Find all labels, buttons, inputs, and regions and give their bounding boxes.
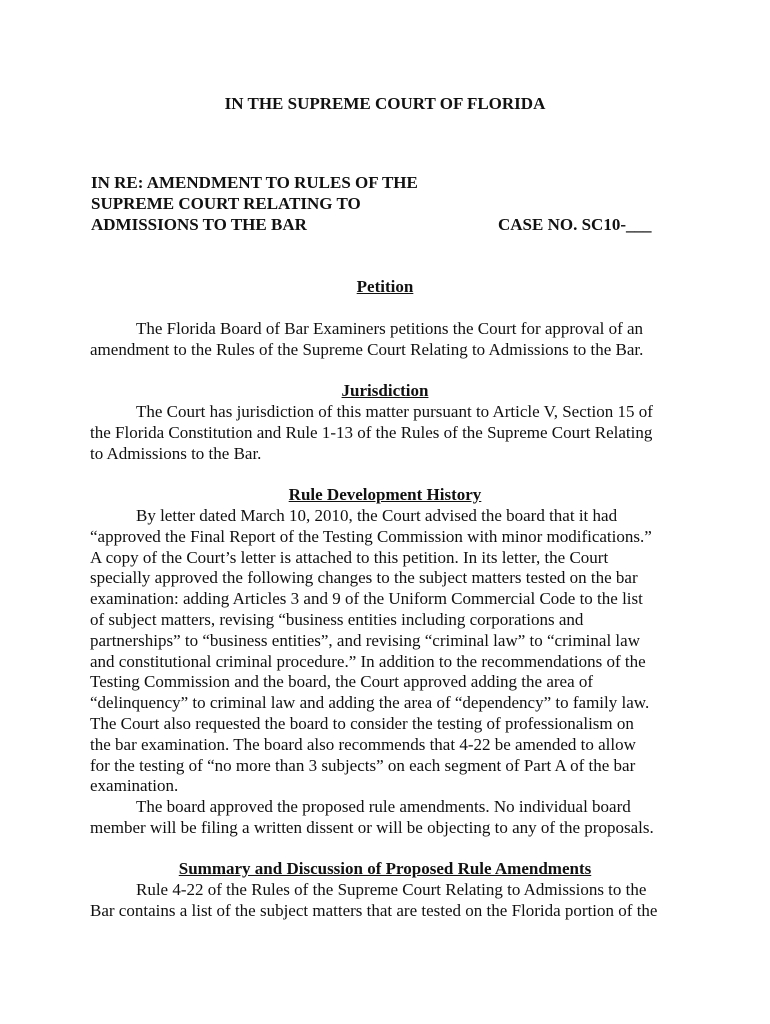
text-line: for the testing of “no more than 3 subjects” on each segment of Part A of the bar bbox=[90, 755, 636, 775]
caption-line: ADMISSIONS TO THE BAR bbox=[91, 214, 307, 234]
text-line: partnerships” to “business entities”, and revising “criminal law” to “criminal law bbox=[90, 630, 640, 650]
summary-paragraph bbox=[90, 880, 686, 922]
text-line: examination: adding Articles 3 and 9 of the Uniform Commercial Code to the list bbox=[90, 589, 643, 609]
jurisdiction-paragraph bbox=[90, 402, 686, 464]
history-paragraph bbox=[90, 506, 686, 839]
case-caption bbox=[91, 173, 418, 235]
caption-line: IN RE: AMENDMENT TO RULES OF THE bbox=[91, 173, 418, 192]
text-line: “delinquency” to criminal law and adding the area of “dependency” to family law. bbox=[90, 693, 650, 713]
text-line: to Admissions to the Bar. bbox=[90, 443, 262, 463]
text-line: The Florida Board of Bar Examiners petitions the Court for approval of an bbox=[136, 319, 644, 338]
text-line: examination. bbox=[90, 776, 179, 796]
caption-line: SUPREME COURT RELATING TO bbox=[91, 193, 361, 213]
text-line: the Florida Constitution and Rule 1-13 of the Rules of the Supreme Court Relating bbox=[90, 422, 653, 442]
text-line: The board approved the proposed rule amendments. No individual board bbox=[136, 797, 631, 817]
text-line: The Court has jurisdiction of this matter pursuant to Article V, Section 15 of bbox=[136, 402, 653, 421]
petition-heading: Petition bbox=[356, 277, 414, 296]
text-line: The Court also requested the board to consider the testing of professionalism on bbox=[90, 713, 634, 733]
text-line: of subject matters, revising “business entities including corporations and bbox=[90, 609, 584, 629]
text-line: Testing Commission and the board, the Court approved adding the area of bbox=[90, 672, 594, 692]
text-line: Rule 4-22 of the Rules of the Supreme Court Relating to Admissions to the bbox=[136, 880, 647, 899]
petition-paragraph bbox=[90, 319, 686, 361]
text-line: A copy of the Court’s letter is attached to this petition. In its letter, the Court bbox=[90, 547, 609, 567]
text-line: amendment to the Rules of the Supreme Court Relating to Admissions to the Bar. bbox=[90, 339, 644, 359]
history-heading: Rule Development History bbox=[288, 485, 482, 504]
text-line: specially approved the following changes to the subject matters tested on the bar bbox=[90, 568, 638, 588]
summary-heading: Summary and Discussion of Proposed Rule Amendments bbox=[178, 859, 592, 878]
text-line: member will be filing a written dissent or will be objecting to any of the proposals. bbox=[90, 817, 654, 837]
jurisdiction-heading: Jurisdiction bbox=[341, 381, 429, 400]
text-line: the bar examination. The board also recommends that 4-22 be amended to allow bbox=[90, 734, 636, 754]
case-number: CASE NO. SC10-___ bbox=[498, 215, 652, 234]
text-line: and constitutional criminal procedure.” In addition to the recommendations of the bbox=[90, 651, 646, 671]
text-line: Bar contains a list of the subject matters that are tested on the Florida portion of the bbox=[90, 900, 658, 920]
court-title: IN THE SUPREME COURT OF FLORIDA bbox=[224, 94, 546, 113]
text-line: “approved the Final Report of the Testing Commission with minor modifications.” bbox=[90, 526, 652, 546]
text-line: By letter dated March 10, 2010, the Court advised the board that it had bbox=[136, 506, 618, 525]
